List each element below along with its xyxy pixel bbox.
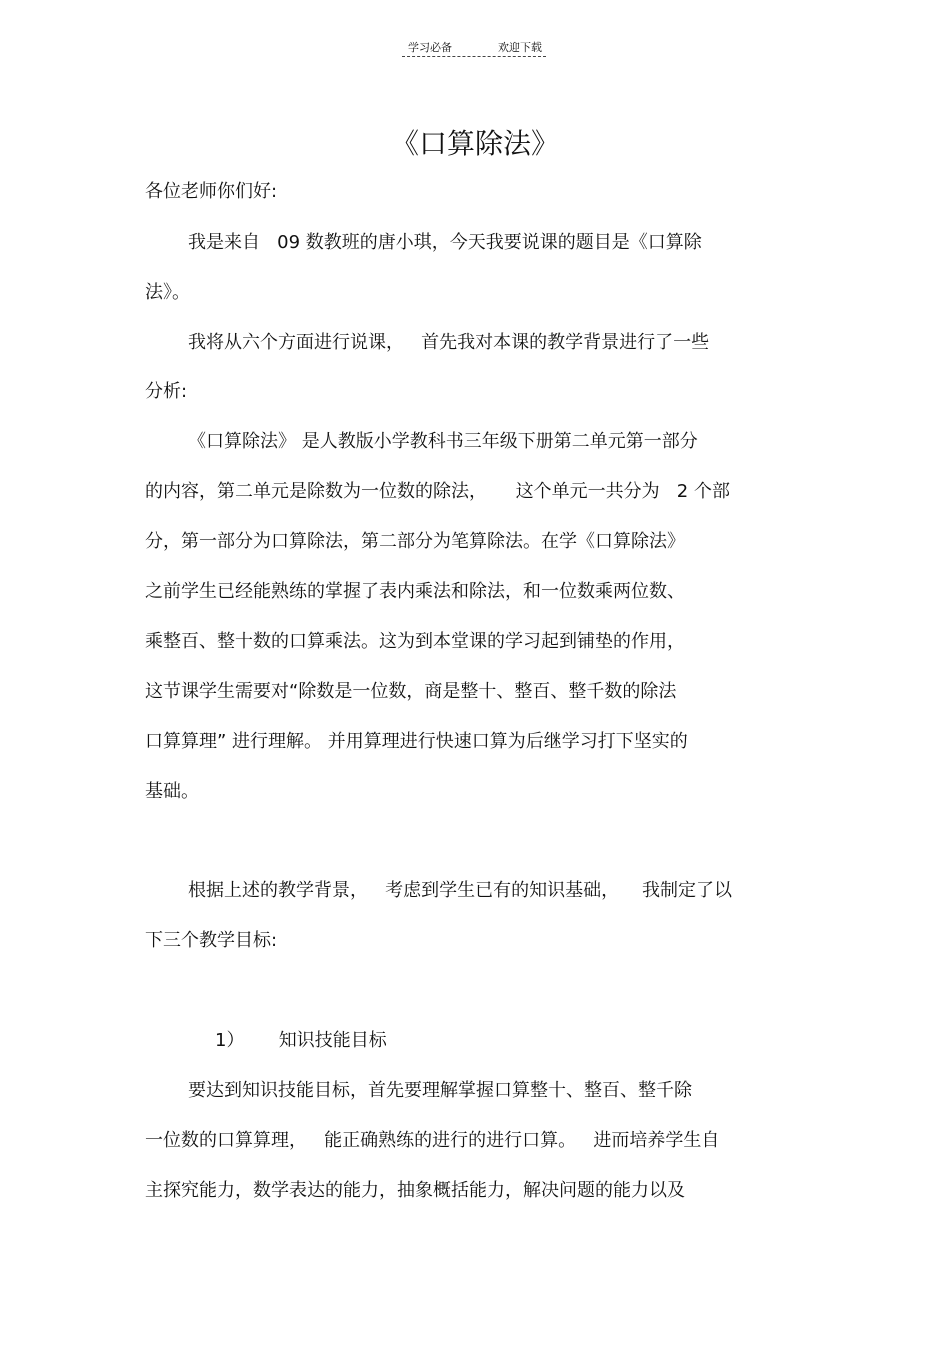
text-line: 这节课学生需要对“除数是一位数，商是整十、整百、整千数的除法 (145, 681, 677, 702)
text-line: 乘整百、整十数的口算乘法。这为到本堂课的学习起到铺垫的作用， (145, 631, 685, 652)
text-line: 基础。 (145, 781, 199, 802)
text-line: 的内容，第二单元是除数为一位数的除法， 这个单元一共分为 2 个部 (145, 481, 730, 502)
document-title: 《口算除法》 (390, 127, 559, 160)
text-line: 《口算除法》 是人教版小学教科书三年级下册第二单元第一部分 (188, 431, 698, 452)
header-left-text: 学习必备 (408, 41, 452, 54)
text-line: 口算算理” 进行理解。 并用算理进行快速口算为后继学习打下坚实的 (145, 731, 688, 752)
text-line: 下三个教学目标: (145, 930, 278, 951)
text-line: 我是来自 09 数教班的唐小琪，今天我要说课的题目是《口算除 (188, 232, 702, 253)
section-heading: 1） 知识技能目标 (215, 1030, 387, 1051)
text-line: 我将从六个方面进行说课， 首先我对本课的教学背景进行了一些 (188, 332, 710, 353)
text-line: 根据上述的教学背景， 考虑到学生已有的知识基础， 我制定了以 (188, 880, 733, 901)
text-line: 要达到知识技能目标，首先要理解掌握口算整十、整百、整千除 (188, 1080, 692, 1101)
page-header (0, 41, 950, 55)
text-line: 各位老师你们好: (145, 181, 278, 202)
text-line: 主探究能力，数学表达的能力，抽象概括能力，解决问题的能力以及 (145, 1180, 685, 1201)
text-line: 法》。 (145, 282, 190, 303)
text-line: 一位数的口算算理， 能正确熟练的进行的进行口算。 进而培养学生自 (145, 1130, 720, 1151)
header-underline (402, 56, 546, 57)
header-right-text: 欢迎下载 (498, 41, 542, 54)
text-line: 分析: (145, 381, 188, 402)
text-line: 之前学生已经能熟练的掌握了表内乘法和除法，和一位数乘两位数、 (145, 581, 685, 602)
text-line: 分，第一部分为口算除法，第二部分为笔算除法。在学《口算除法》 (145, 531, 685, 552)
